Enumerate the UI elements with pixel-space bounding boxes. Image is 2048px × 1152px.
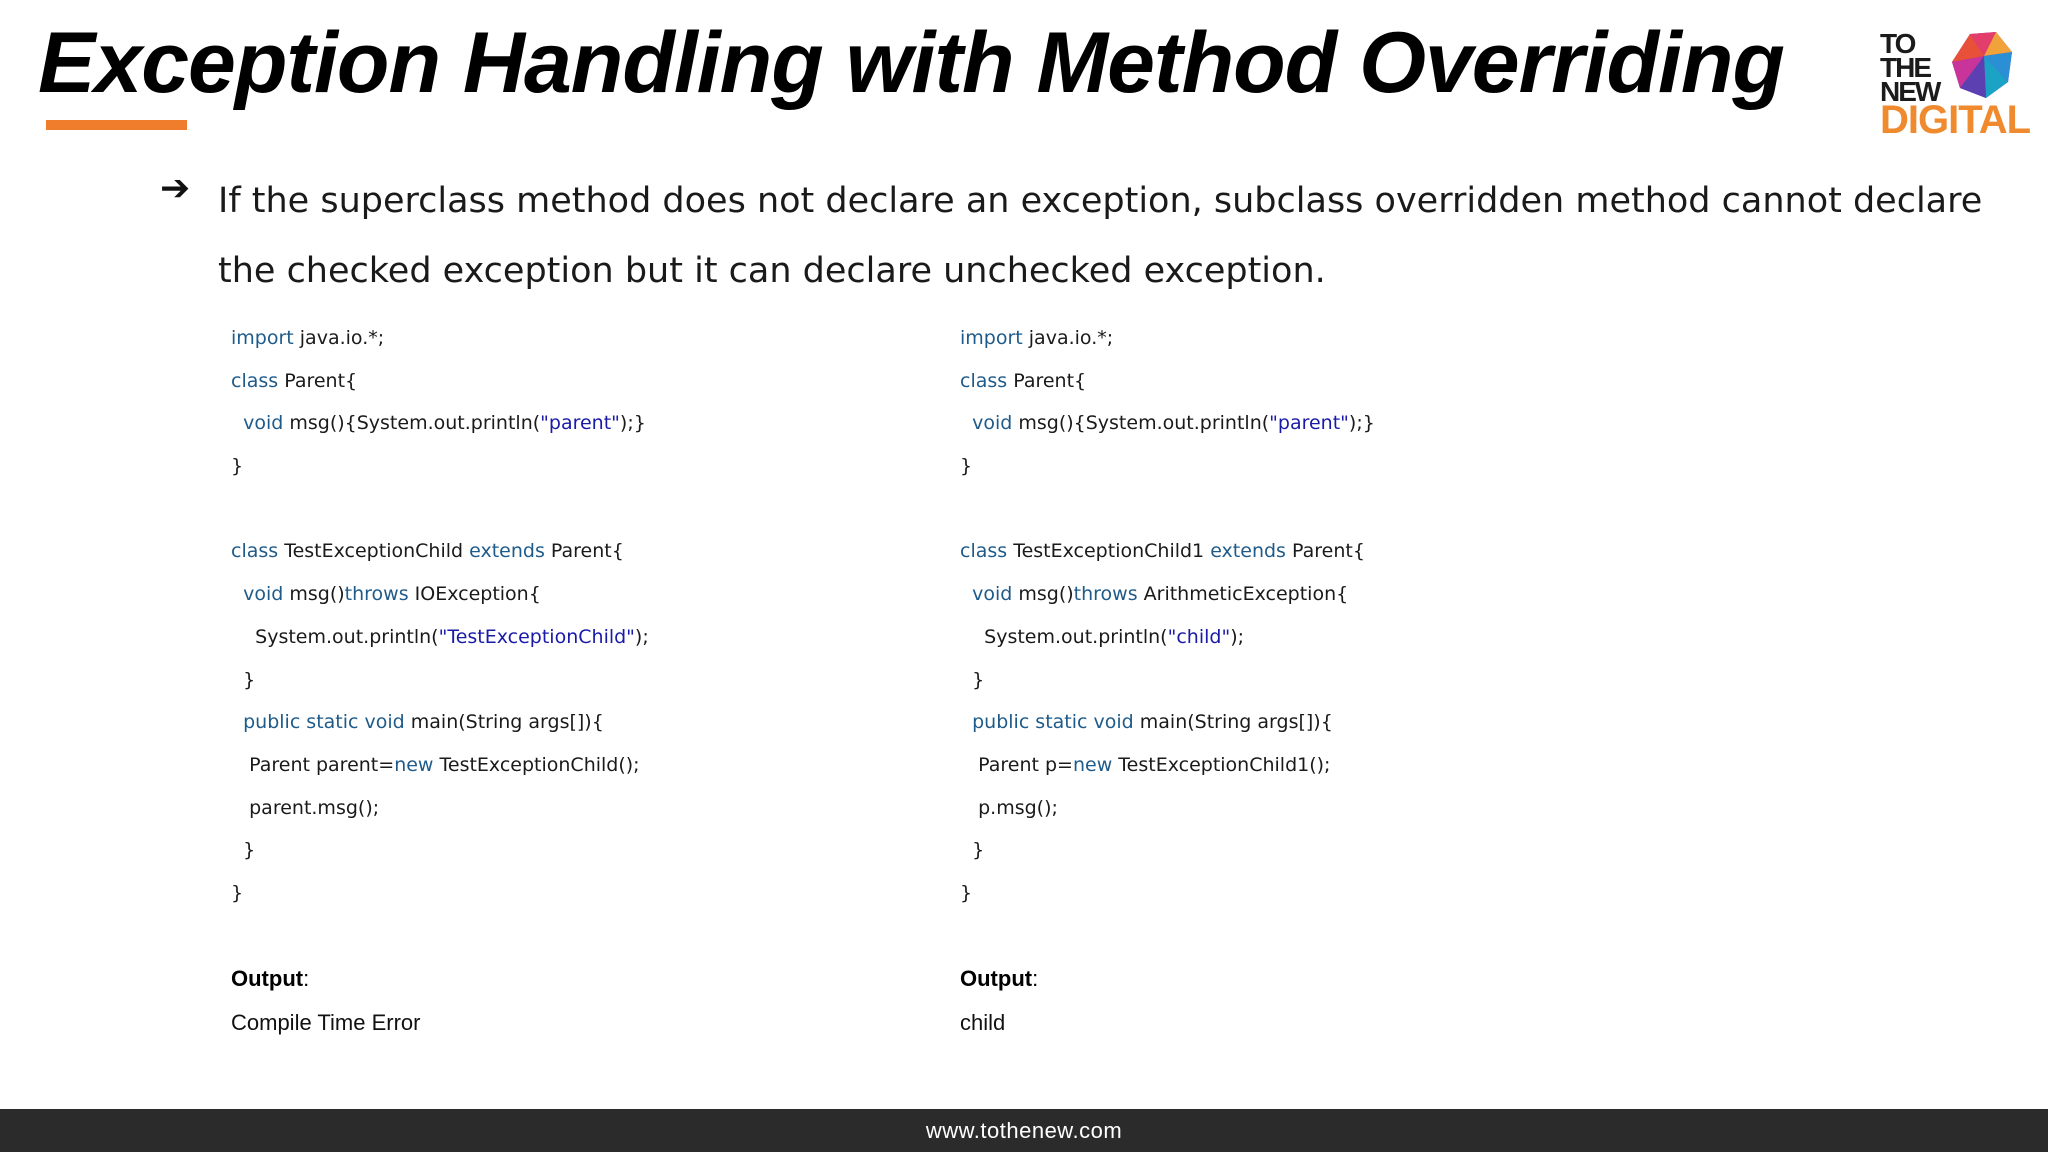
code-keyword: new (394, 753, 434, 776)
output-value-right: child (960, 1010, 1006, 1035)
brand-logo (1880, 28, 2031, 142)
logo-text-new: NEW (1880, 76, 1940, 107)
code-keyword: public static void (243, 711, 405, 734)
code-text: } (960, 881, 973, 904)
code-block-right (960, 323, 1375, 921)
bullet-text: If the superclass method does not declare an exception, subclass overridden method cannot declare the checked exception but it can declare unchecked exception. (218, 181, 1983, 291)
code-text: ); (634, 625, 649, 648)
code-text: msg(){System.out.println( (283, 412, 541, 435)
code-keyword: public static void (972, 711, 1134, 734)
code-line (960, 536, 1375, 579)
code-keyword: throws (344, 583, 409, 606)
logo-gem-icon (1950, 30, 2016, 102)
code-line (231, 665, 649, 708)
code-keyword: class (960, 540, 1008, 563)
code-text (960, 583, 972, 605)
code-text: } (960, 668, 985, 691)
code-keyword: class (231, 369, 279, 392)
code-text: msg(){System.out.println( (1012, 412, 1270, 435)
code-text (960, 711, 972, 733)
code-text: msg() (1012, 583, 1074, 606)
code-string: "child" (1167, 625, 1231, 648)
code-line (960, 622, 1375, 665)
code-line (231, 494, 649, 537)
code-line (960, 366, 1375, 409)
code-line (231, 707, 649, 750)
code-keyword: throws (1073, 583, 1138, 606)
code-string: "TestExceptionChild" (438, 625, 635, 648)
logo-text-to: TO (1880, 28, 1915, 59)
code-text: } (231, 881, 244, 904)
output-label-left: Output: (231, 966, 310, 991)
code-text: );} (1348, 412, 1375, 435)
code-text: p.msg(); (960, 796, 1058, 819)
code-line (960, 707, 1375, 750)
code-text (231, 711, 243, 733)
code-text: IOException{ (408, 583, 541, 606)
code-text: TestExceptionChild1 (1007, 540, 1211, 563)
code-text: Parent{ (278, 369, 358, 392)
code-line (960, 665, 1375, 708)
slide-title: Exception Handling with Method Overriding (38, 15, 1784, 111)
code-line (231, 451, 649, 494)
code-keyword: void (243, 412, 284, 435)
code-line (960, 451, 1375, 494)
code-line (960, 793, 1375, 836)
code-line (231, 622, 649, 665)
code-text: java.io.*; (293, 327, 385, 349)
code-line (231, 750, 649, 793)
code-line (960, 408, 1375, 451)
code-text: main(String args[]){ (404, 711, 604, 734)
code-text: msg() (283, 583, 345, 606)
code-text: );} (619, 412, 646, 435)
code-line (231, 366, 649, 409)
code-keyword: new (1072, 753, 1113, 776)
code-keyword: extends (469, 540, 545, 563)
code-text: main(String args[]){ (1133, 711, 1333, 734)
code-text: } (231, 839, 256, 862)
code-string: "parent" (540, 412, 620, 435)
code-string: "parent" (1269, 412, 1349, 435)
code-keyword: import (231, 327, 294, 349)
code-keyword: void (243, 583, 284, 606)
code-line (231, 408, 649, 451)
code-text: Parent{ (544, 540, 624, 563)
code-line (960, 878, 1375, 921)
code-text: TestExceptionChild(); (433, 753, 640, 776)
code-text (960, 412, 972, 434)
code-text: System.out.println( (231, 625, 439, 648)
logo-text-digital: DIGITAL (1880, 98, 2031, 142)
code-text: TestExceptionChild1(); (1112, 753, 1331, 776)
code-text: java.io.*; (1022, 327, 1114, 349)
code-text: } (231, 668, 256, 691)
code-text: } (960, 839, 985, 862)
code-line (231, 536, 649, 579)
code-text (231, 583, 243, 605)
code-text: Parent p= (960, 753, 1073, 776)
code-text (231, 412, 243, 434)
code-line (960, 750, 1375, 793)
code-line (960, 579, 1375, 622)
footer-url: www.tothenew.com (925, 1118, 1123, 1143)
code-line (231, 323, 649, 366)
code-keyword: void (972, 412, 1013, 435)
arrow-right-icon: ➔ (160, 168, 191, 209)
code-text: System.out.println( (960, 625, 1168, 648)
code-keyword: class (231, 540, 279, 563)
code-line (960, 494, 1375, 537)
code-text: } (960, 455, 973, 478)
code-line (231, 878, 649, 921)
code-keyword: import (960, 327, 1023, 349)
code-text: } (231, 455, 244, 478)
code-text: TestExceptionChild (278, 540, 470, 563)
code-text: ArithmeticException{ (1137, 583, 1349, 606)
code-keyword: void (972, 583, 1013, 606)
code-line (960, 835, 1375, 878)
code-text: parent.msg(); (231, 796, 380, 819)
code-line (231, 793, 649, 836)
code-text: Parent{ (1007, 369, 1087, 392)
title-underline (46, 120, 187, 130)
code-text: Parent{ (1285, 540, 1365, 563)
code-keyword: extends (1210, 540, 1286, 563)
code-block-left (231, 323, 649, 921)
code-line (960, 323, 1375, 366)
logo-text-the: THE (1880, 52, 1930, 83)
code-line (231, 579, 649, 622)
code-text: ); (1230, 625, 1245, 648)
code-text: Parent parent= (231, 753, 395, 776)
code-keyword: class (960, 369, 1008, 392)
code-line (231, 835, 649, 878)
output-value-left: Compile Time Error (231, 1010, 421, 1035)
footer-bar (0, 1109, 2048, 1152)
output-label-right: Output: (960, 966, 1039, 991)
